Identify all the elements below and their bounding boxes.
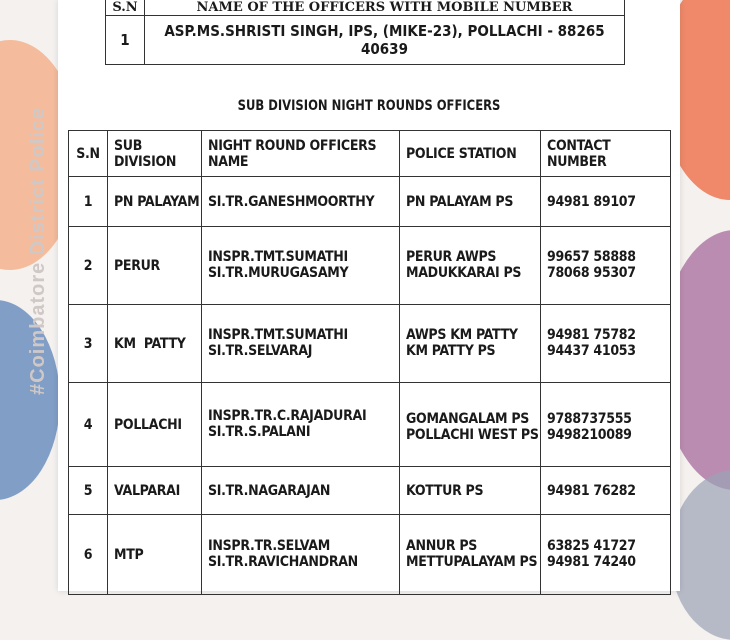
cell-sub-division: VALPARAI: [108, 467, 202, 515]
cell-sub-division: KM PATTY: [108, 305, 202, 383]
table-row: [69, 177, 671, 227]
table-row: [69, 383, 671, 467]
contact-number: 9498210089: [547, 426, 632, 443]
cell-sn: 2: [69, 227, 108, 305]
officer-name: SI.TR.RAVICHANDRAN: [208, 553, 358, 570]
cell-officer-with-mobile: ASP.MS.SHRISTI SINGH, IPS, (MIKE-23), POLLACHI - 88265 40639: [145, 16, 625, 65]
table-header-row: [69, 131, 671, 177]
table-row: [69, 467, 671, 515]
cell-station: PN PALAYAM PS: [400, 177, 541, 227]
header-contact-number: CONTACT NUMBER: [541, 131, 671, 177]
cell-stations: [400, 515, 541, 595]
officer-name: SI.TR.S.PALANI: [208, 423, 311, 440]
header-sub-division: SUB DIVISION: [108, 131, 202, 177]
contact-number: 94981 74240: [547, 553, 636, 570]
cell-contact: 94981 89107: [541, 177, 671, 227]
officer-name: INSPR.TR.C.RAJADURAI: [208, 407, 367, 424]
station-name: MADUKKARAI PS: [406, 264, 522, 281]
officer-name: INSPR.TMT.SUMATHI: [208, 326, 348, 343]
cell-sn: 5: [69, 467, 108, 515]
contact-number: 78068 95307: [547, 264, 636, 281]
table-row: [69, 227, 671, 305]
cell-stations: [400, 383, 541, 467]
cell-contacts: [541, 383, 671, 467]
station-name: ANNUR PS: [406, 537, 478, 554]
cell-contacts: [541, 305, 671, 383]
cell-station: KOTTUR PS: [400, 467, 541, 515]
header-police-station: POLICE STATION: [400, 131, 541, 177]
cell-sn: 1: [69, 177, 108, 227]
header-sn: S.N: [106, 0, 145, 16]
cell-contacts: [541, 515, 671, 595]
header-sn: S.N: [69, 131, 108, 177]
cell-sub-division: PERUR: [108, 227, 202, 305]
contact-number: 63825 41727: [547, 537, 636, 554]
table-row: [69, 515, 671, 595]
header-officers-name: NIGHT ROUND OFFICERS NAME: [202, 131, 400, 177]
cell-sn: 6: [69, 515, 108, 595]
officer-name: INSPR.TR.SELVAM: [208, 537, 330, 554]
header-officer-name: NAME OF THE OFFICERS WITH MOBILE NUMBER: [145, 0, 625, 16]
document-page: [58, 0, 680, 591]
station-name: KM PATTY PS: [406, 342, 496, 359]
night-rounds-table: [68, 130, 671, 595]
station-name: AWPS KM PATTY: [406, 326, 518, 343]
contact-number: 9788737555: [547, 410, 632, 427]
cell-stations: [400, 305, 541, 383]
cell-sub-division: MTP: [108, 515, 202, 595]
contact-number: 94981 75782: [547, 326, 636, 343]
station-name: GOMANGALAM PS: [406, 410, 530, 427]
cell-officers: [202, 515, 400, 595]
cell-officer: SI.TR.NAGARAJAN: [202, 467, 400, 515]
cell-sn: 4: [69, 383, 108, 467]
table-row: [69, 305, 671, 383]
cell-stations: [400, 227, 541, 305]
contact-number: 94437 41053: [547, 342, 636, 359]
cell-contact: 94981 76282: [541, 467, 671, 515]
officer-name: SI.TR.SELVARAJ: [208, 342, 313, 359]
table-header-row: [106, 0, 625, 16]
officer-name: INSPR.TMT.SUMATHI: [208, 248, 348, 265]
officer-name: SI.TR.MURUGASAMY: [208, 264, 349, 281]
cell-officers: [202, 383, 400, 467]
cell-sn: 3: [69, 305, 108, 383]
cell-contacts: [541, 227, 671, 305]
cell-sn: 1: [106, 16, 145, 65]
contact-number: 99657 58888: [547, 248, 636, 265]
cell-officers: [202, 305, 400, 383]
cell-officers: [202, 227, 400, 305]
station-name: POLLACHI WEST PS: [406, 426, 539, 443]
station-name: METTUPALAYAM PS: [406, 553, 538, 570]
cell-sub-division: POLLACHI: [108, 383, 202, 467]
watermark-text: #Coimbatore District Police: [27, 106, 49, 395]
section-title: SUB DIVISION NIGHT ROUNDS OFFICERS: [237, 98, 501, 114]
asp-officer-table: [105, 0, 625, 65]
station-name: PERUR AWPS: [406, 248, 497, 265]
cell-officer: SI.TR.GANESHMOORTHY: [202, 177, 400, 227]
cell-sub-division: PN PALAYAM: [108, 177, 202, 227]
table-row: [106, 16, 625, 65]
